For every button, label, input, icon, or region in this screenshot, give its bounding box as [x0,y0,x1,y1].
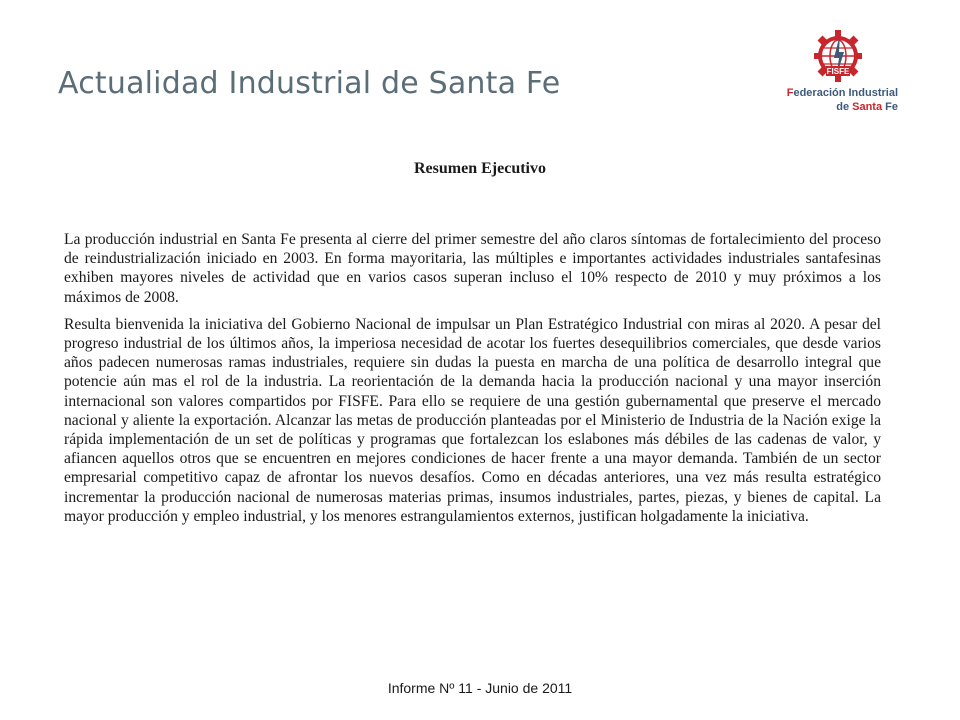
fisfe-logo [774,28,904,128]
logo-wordmark [774,86,898,114]
report-footer: Informe Nº 11 - Junio de 2011 [387,680,573,696]
executive-summary [64,230,881,526]
logo-emblem-label: FISFE [826,67,850,76]
logo-line-1-prefix: F [786,87,794,99]
logo-line-2-rest: Fe [882,101,898,113]
summary-paragraph-1: La producción industrial en Santa Fe presenta al cierre del primer semestre del año claros síntomas de fortalecimiento del proceso de reindustrialización iniciado en 2003. En forma mayoritaria, las múltiples e importantes actividades industriales santafesinas exhiben mayores niveles de actividad que en varios casos superan incluso el 10% respecto de 2010 y muy próximos a los máximos de 2008. [64,231,881,306]
summary-paragraph-2: Resulta bienvenida la iniciativa del Gobierno Nacional de impulsar un Plan Estratégico Industrial con miras al 2020. A pesar del progreso industrial de los últimos años, la imperiosa necesidad de acotar los fuertes desequilibrios comerciales, que desde varios años padecen numerosas ramas industriales, requiere sin dudas la puesta en marcha de una política de desarrollo integral que potencie aún mas el rol de la industria. La reorientación de la demanda hacia la producción nacional y una mayor inserción internacional son valores compartidos por FISFE. Para ello se requiere de una gestión gubernamental que preserve el mercado nacional y aliente la exportación. Alcanzar las metas de producción planteadas por el Ministerio de Industria de la Nación exige la rápida implementación de un set de políticas y programas que fortalezcan los eslabones más débiles de las cadenas de valor, y afiancen aquellos otros que se encuentren en mejores condiciones de hacer frente a una mayor demanda. También de un sector empresarial competitivo capaz de afrontar los nuevos desafíos. Como en décadas anteriores, una vez más resulta estratégico incrementar la producción nacional de numerosas materias primas, insumos industriales, partes, piezas, y bienes de capital. La mayor producción y empleo industrial, y los menores estrangulamientos externos, justifican holgadamente la iniciativa. [64,315,881,525]
section-heading: Resumen Ejecutivo [414,160,546,177]
logo-line-2-accent: Santa [852,101,883,113]
logo-line-1-rest: ederación Industrial [793,87,898,99]
gear-globe-icon [810,28,866,86]
logo-line-2 [774,100,898,114]
logo-line-2-prefix: de [836,101,853,113]
page-title: Actualidad Industrial de Santa Fe [58,66,561,101]
logo-line-1 [774,86,898,100]
